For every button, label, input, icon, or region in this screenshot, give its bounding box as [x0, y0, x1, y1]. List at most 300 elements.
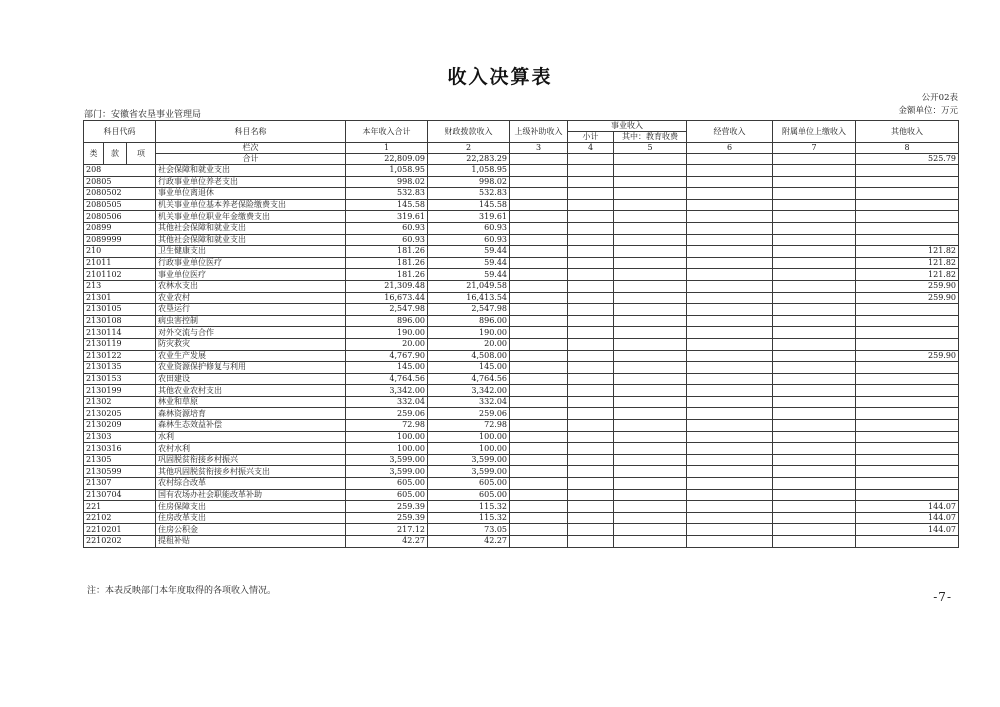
row-value [773, 454, 856, 466]
row-value: 20.00 [428, 338, 510, 350]
row-value [856, 165, 959, 177]
row-value: 60.93 [428, 234, 510, 246]
row-value: 896.00 [428, 315, 510, 327]
row-value [614, 222, 687, 234]
row-value: 2,547.98 [428, 304, 510, 316]
table-row [84, 165, 959, 177]
row-code: 21307 [84, 478, 156, 490]
row-value: 190.00 [346, 327, 428, 339]
row-value [773, 257, 856, 269]
row-value [510, 222, 568, 234]
row-value: 259.90 [856, 292, 959, 304]
row-value [773, 362, 856, 374]
row-value [510, 420, 568, 432]
table-row [84, 431, 959, 443]
table-row [84, 246, 959, 258]
row-value [510, 304, 568, 316]
row-value: 59.44 [428, 269, 510, 281]
row-value [773, 176, 856, 188]
table-row [84, 454, 959, 466]
row-code: 21011 [84, 257, 156, 269]
row-code: 213 [84, 280, 156, 292]
total-value: 525.79 [856, 154, 959, 165]
row-value [568, 188, 614, 200]
footnote: 注：本表反映部门本年度取得的各项收入情况。 [87, 586, 277, 596]
row-value: 605.00 [428, 478, 510, 490]
row-name: 提租补贴 [156, 536, 346, 548]
table-row [84, 536, 959, 548]
row-value [568, 257, 614, 269]
row-value [614, 466, 687, 478]
row-value: 332.04 [428, 396, 510, 408]
doc-label: 公开02表 [921, 93, 958, 103]
row-name: 住房保障支出 [156, 501, 346, 513]
row-value [568, 280, 614, 292]
row-name: 社会保障和就业支出 [156, 165, 346, 177]
row-value: 144.07 [856, 512, 959, 524]
row-value: 217.12 [346, 524, 428, 536]
total-value: 22,283.29 [428, 154, 510, 165]
row-name: 森林生态效益补偿 [156, 420, 346, 432]
row-value [773, 292, 856, 304]
row-value: 190.00 [428, 327, 510, 339]
row-code: 208 [84, 165, 156, 177]
row-value: 998.02 [346, 176, 428, 188]
row-value [614, 280, 687, 292]
meta-block [898, 92, 958, 118]
row-value [687, 396, 773, 408]
table-row [84, 188, 959, 200]
header-business-education: 其中：教育收费 [614, 132, 687, 143]
index-cell: 3 [510, 143, 568, 154]
header-other-income: 其他收入 [856, 121, 959, 143]
row-code: 2130599 [84, 466, 156, 478]
row-name: 对外交流与合作 [156, 327, 346, 339]
row-value: 60.93 [346, 234, 428, 246]
row-value [510, 373, 568, 385]
table-row [84, 280, 959, 292]
total-value [614, 154, 687, 165]
row-value: 16,673.44 [346, 292, 428, 304]
row-value [614, 188, 687, 200]
row-value [614, 292, 687, 304]
row-name: 其他社会保障和就业支出 [156, 234, 346, 246]
row-value [614, 431, 687, 443]
row-value [510, 211, 568, 223]
row-name: 林业和草原 [156, 396, 346, 408]
header-subject-name: 科目名称 [156, 121, 346, 143]
row-value [856, 315, 959, 327]
table-row [84, 385, 959, 397]
row-value [510, 536, 568, 548]
row-value: 259.06 [428, 408, 510, 420]
total-value [568, 154, 614, 165]
table-row [84, 211, 959, 223]
row-value: 59.44 [428, 246, 510, 258]
row-value [568, 350, 614, 362]
row-value [510, 396, 568, 408]
row-value [773, 234, 856, 246]
row-value [614, 454, 687, 466]
row-value [773, 420, 856, 432]
row-name: 机关事业单位基本养老保险缴费支出 [156, 199, 346, 211]
table-row [84, 512, 959, 524]
row-value [614, 327, 687, 339]
row-value: 532.83 [428, 188, 510, 200]
row-value [568, 501, 614, 513]
row-value [614, 420, 687, 432]
row-code: 2130119 [84, 338, 156, 350]
row-value: 72.98 [346, 420, 428, 432]
index-cell: 2 [428, 143, 510, 154]
row-value [568, 443, 614, 455]
row-value [510, 524, 568, 536]
row-value [510, 489, 568, 501]
row-value [856, 222, 959, 234]
row-value: 896.00 [346, 315, 428, 327]
row-value [856, 454, 959, 466]
row-name: 住房改革支出 [156, 512, 346, 524]
row-name: 水利 [156, 431, 346, 443]
row-code: 2130704 [84, 489, 156, 501]
table-body [84, 165, 959, 548]
row-value [773, 396, 856, 408]
row-value [614, 536, 687, 548]
row-value [856, 478, 959, 490]
row-value: 4,764.56 [346, 373, 428, 385]
row-name: 农村综合改革 [156, 478, 346, 490]
row-name: 卫生健康支出 [156, 246, 346, 258]
row-value: 4,508.00 [428, 350, 510, 362]
row-value [568, 466, 614, 478]
row-value: 3,599.00 [428, 466, 510, 478]
row-value [510, 315, 568, 327]
row-value [687, 478, 773, 490]
row-value: 3,342.00 [428, 385, 510, 397]
row-value [614, 269, 687, 281]
row-code: 2080502 [84, 188, 156, 200]
row-name: 森林资源培育 [156, 408, 346, 420]
index-cell: 7 [773, 143, 856, 154]
row-value: 100.00 [346, 431, 428, 443]
row-value [687, 304, 773, 316]
row-value: 145.00 [428, 362, 510, 374]
row-value: 181.26 [346, 257, 428, 269]
row-code: 21303 [84, 431, 156, 443]
row-code: 2130205 [84, 408, 156, 420]
row-value [568, 524, 614, 536]
row-value [614, 478, 687, 490]
row-name: 防灾救灾 [156, 338, 346, 350]
row-value [568, 211, 614, 223]
row-value [510, 385, 568, 397]
row-value [687, 512, 773, 524]
row-name: 事业单位医疗 [156, 269, 346, 281]
index-cell: 4 [568, 143, 614, 154]
row-value: 181.26 [346, 246, 428, 258]
row-value: 605.00 [428, 489, 510, 501]
row-value [568, 454, 614, 466]
row-value [773, 211, 856, 223]
header-affiliated-income: 附属单位上缴收入 [773, 121, 856, 143]
row-value [510, 327, 568, 339]
row-value [614, 234, 687, 246]
row-value [510, 408, 568, 420]
row-code: 2130105 [84, 304, 156, 316]
row-value [687, 188, 773, 200]
row-value [568, 536, 614, 548]
table-row [84, 222, 959, 234]
row-value: 100.00 [346, 443, 428, 455]
row-value [773, 327, 856, 339]
row-value [568, 269, 614, 281]
table-row [84, 338, 959, 350]
row-value [773, 350, 856, 362]
row-value [568, 373, 614, 385]
row-value [856, 234, 959, 246]
table-row [84, 396, 959, 408]
row-value: 145.58 [428, 199, 510, 211]
row-value [687, 466, 773, 478]
row-value: 259.39 [346, 501, 428, 513]
row-value [614, 362, 687, 374]
row-value: 121.82 [856, 257, 959, 269]
row-value [773, 536, 856, 548]
row-value: 16,413.54 [428, 292, 510, 304]
table-row [84, 176, 959, 188]
row-value [773, 385, 856, 397]
page-number: -7- [933, 590, 952, 604]
row-code: 210 [84, 246, 156, 258]
table-row [84, 199, 959, 211]
row-value [614, 246, 687, 258]
row-value [510, 512, 568, 524]
row-value [773, 501, 856, 513]
row-value [510, 246, 568, 258]
row-value [614, 489, 687, 501]
row-code: 2130114 [84, 327, 156, 339]
row-value: 605.00 [346, 489, 428, 501]
row-name: 农业生产发展 [156, 350, 346, 362]
row-value: 259.90 [856, 280, 959, 292]
row-code: 2130199 [84, 385, 156, 397]
row-value: 259.06 [346, 408, 428, 420]
row-value: 4,764.56 [428, 373, 510, 385]
row-value [687, 199, 773, 211]
row-code: 2130108 [84, 315, 156, 327]
row-code: 2080505 [84, 199, 156, 211]
row-value [687, 269, 773, 281]
row-value: 1,058.95 [346, 165, 428, 177]
row-name: 其他农业农村支出 [156, 385, 346, 397]
table-row [84, 304, 959, 316]
row-value: 115.32 [428, 501, 510, 513]
row-value [510, 362, 568, 374]
table-row [84, 327, 959, 339]
row-name: 其他巩固脱贫衔接乡村振兴支出 [156, 466, 346, 478]
row-value: 3,599.00 [346, 466, 428, 478]
table-row [84, 257, 959, 269]
row-value: 60.93 [428, 222, 510, 234]
total-value [510, 154, 568, 165]
row-value [568, 489, 614, 501]
row-value [510, 176, 568, 188]
table-row [84, 489, 959, 501]
row-value [568, 408, 614, 420]
row-value [568, 199, 614, 211]
row-value [773, 304, 856, 316]
header-level-item: 项 [127, 143, 156, 165]
row-value [568, 338, 614, 350]
row-value: 42.27 [346, 536, 428, 548]
index-cell: 5 [614, 143, 687, 154]
row-value [856, 420, 959, 432]
row-value [687, 373, 773, 385]
row-value [614, 211, 687, 223]
row-value [614, 315, 687, 327]
row-value: 4,767.90 [346, 350, 428, 362]
row-value [773, 165, 856, 177]
table-row [84, 373, 959, 385]
row-value [856, 199, 959, 211]
row-value [510, 466, 568, 478]
row-value [510, 501, 568, 513]
row-code: 2130209 [84, 420, 156, 432]
row-value [856, 188, 959, 200]
row-code: 2089999 [84, 234, 156, 246]
row-value [614, 338, 687, 350]
row-value [856, 327, 959, 339]
row-code: 2130135 [84, 362, 156, 374]
row-value [687, 454, 773, 466]
row-value [687, 176, 773, 188]
row-name: 农业农村 [156, 292, 346, 304]
row-value: 72.98 [428, 420, 510, 432]
header-subject-code: 科目代码 [84, 121, 156, 143]
row-value [773, 269, 856, 281]
row-value [856, 466, 959, 478]
row-value [773, 524, 856, 536]
table-row [84, 269, 959, 281]
row-value [568, 396, 614, 408]
row-value: 144.07 [856, 501, 959, 513]
row-value: 532.83 [346, 188, 428, 200]
row-name: 病虫害控制 [156, 315, 346, 327]
row-value [773, 512, 856, 524]
header-business-subtotal: 小计 [568, 132, 614, 143]
row-value [568, 385, 614, 397]
unit-label: 金额单位：万元 [898, 106, 958, 116]
row-name: 事业单位离退休 [156, 188, 346, 200]
header-operating-income: 经营收入 [687, 121, 773, 143]
row-value [773, 222, 856, 234]
row-value [773, 315, 856, 327]
row-code: 2130316 [84, 443, 156, 455]
row-value [614, 176, 687, 188]
row-code: 21305 [84, 454, 156, 466]
row-value [687, 280, 773, 292]
row-value [856, 176, 959, 188]
row-name: 农垦运行 [156, 304, 346, 316]
row-value [687, 420, 773, 432]
row-value [510, 478, 568, 490]
row-value [614, 443, 687, 455]
row-code: 2080506 [84, 211, 156, 223]
row-name: 农村水利 [156, 443, 346, 455]
row-name: 住房公积金 [156, 524, 346, 536]
row-value [614, 165, 687, 177]
row-value [510, 350, 568, 362]
row-code: 2210202 [84, 536, 156, 548]
row-value [687, 165, 773, 177]
header-level-class: 类 [84, 143, 104, 165]
row-value [614, 396, 687, 408]
row-value [510, 234, 568, 246]
row-value [510, 338, 568, 350]
row-value [568, 176, 614, 188]
row-value [687, 350, 773, 362]
row-name: 行政事业单位养老支出 [156, 176, 346, 188]
row-value [856, 396, 959, 408]
row-value [773, 443, 856, 455]
row-value: 42.27 [428, 536, 510, 548]
table-row [84, 315, 959, 327]
row-value [568, 431, 614, 443]
row-code: 20805 [84, 176, 156, 188]
row-value: 59.44 [428, 257, 510, 269]
row-value [510, 454, 568, 466]
row-value: 60.93 [346, 222, 428, 234]
row-value [687, 431, 773, 443]
row-name: 农业资源保护修复与利用 [156, 362, 346, 374]
row-value [687, 246, 773, 258]
row-code: 20899 [84, 222, 156, 234]
row-value [510, 188, 568, 200]
row-value: 145.00 [346, 362, 428, 374]
row-code: 21301 [84, 292, 156, 304]
row-value: 20.00 [346, 338, 428, 350]
total-value [773, 154, 856, 165]
total-value [687, 154, 773, 165]
row-value [568, 165, 614, 177]
row-value: 259.39 [346, 512, 428, 524]
table-row [84, 362, 959, 374]
row-value [510, 257, 568, 269]
row-code: 2101102 [84, 269, 156, 281]
row-value [687, 257, 773, 269]
header-superior-subsidy: 上级补助收入 [510, 121, 568, 143]
table-row [84, 466, 959, 478]
header-level-section: 款 [104, 143, 127, 165]
row-value [614, 408, 687, 420]
index-cell: 8 [856, 143, 959, 154]
row-value: 998.02 [428, 176, 510, 188]
index-cell: 1 [346, 143, 428, 154]
total-value: 22,809.09 [346, 154, 428, 165]
row-value [856, 338, 959, 350]
row-value [614, 373, 687, 385]
row-value [687, 443, 773, 455]
row-value [773, 280, 856, 292]
row-value: 181.26 [346, 269, 428, 281]
table-row [84, 234, 959, 246]
row-value [568, 292, 614, 304]
row-value [568, 234, 614, 246]
row-value: 21,309.48 [346, 280, 428, 292]
page-title: 收入决算表 [447, 67, 553, 88]
table-row [84, 420, 959, 432]
table-row [84, 350, 959, 362]
